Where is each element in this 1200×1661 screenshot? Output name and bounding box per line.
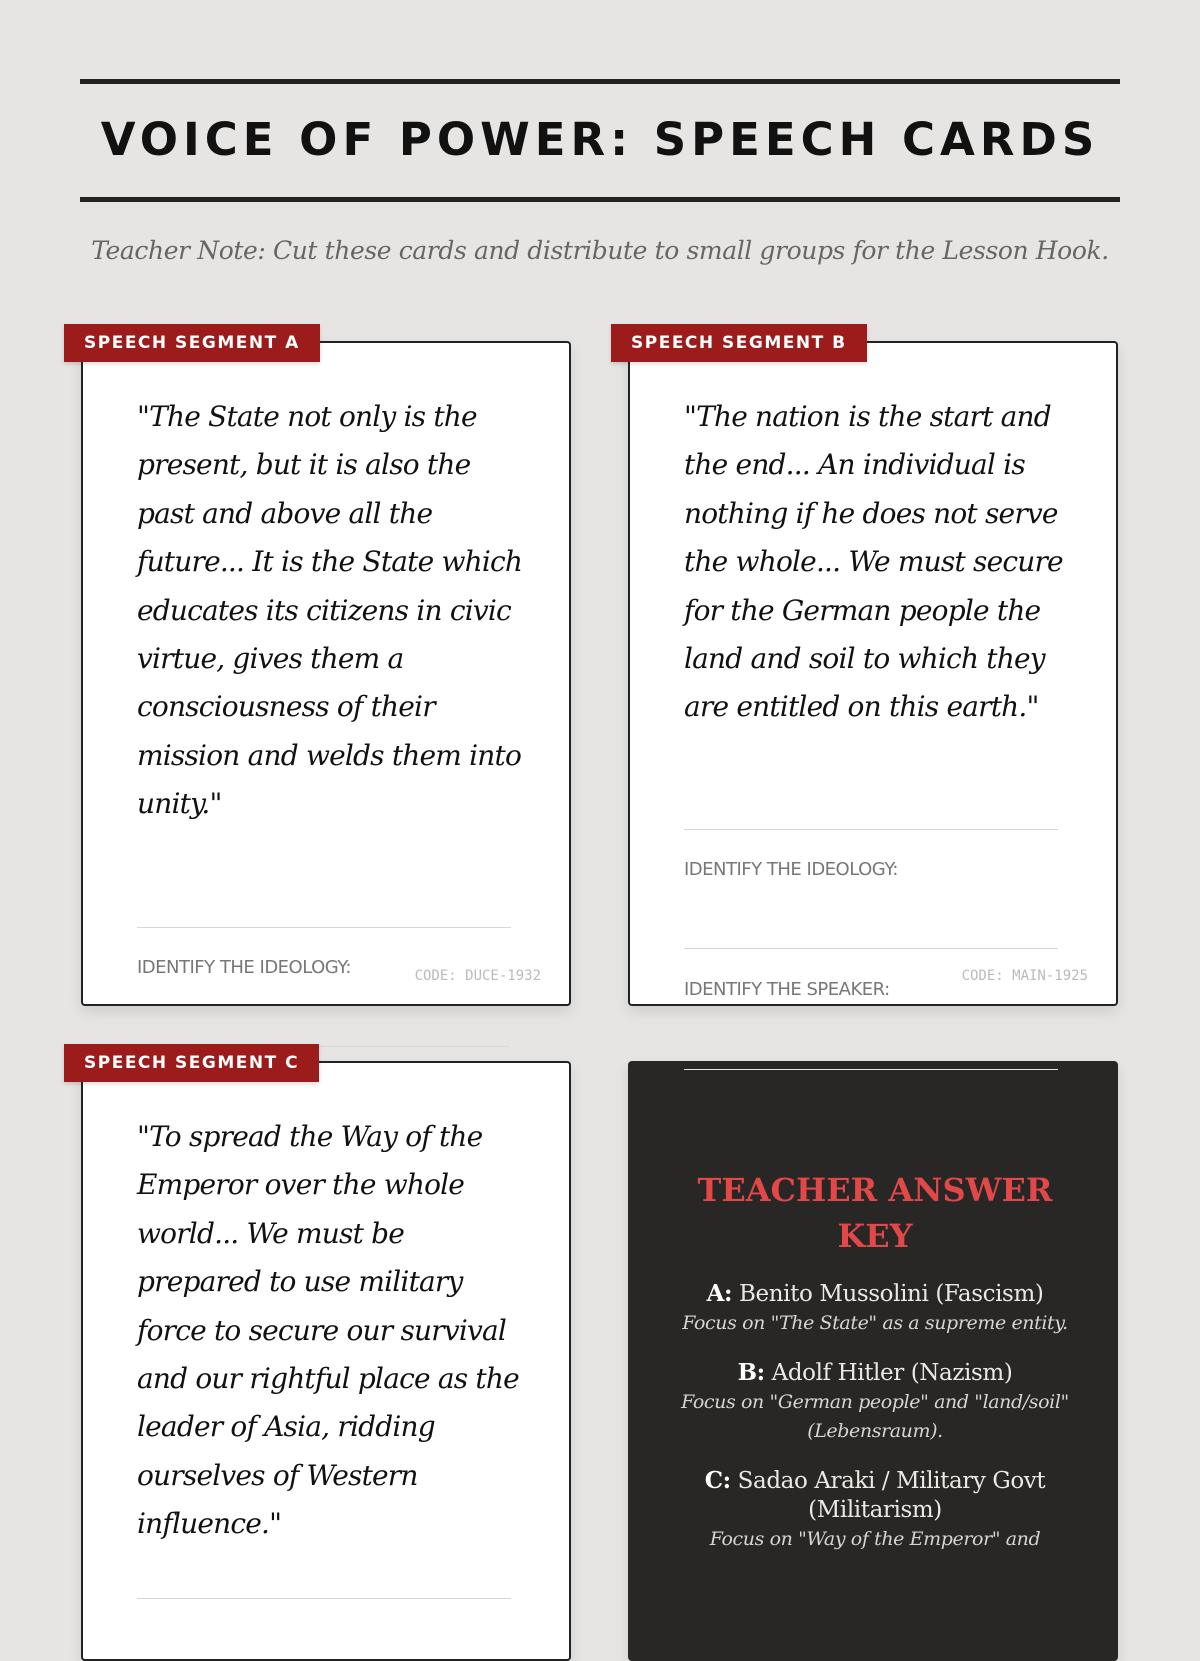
identify-speaker-label: IDENTIFY THE SPEAKER: [684,979,890,1000]
speech-quote-b: "The nation is the start and the end... An individual is nothing if he does not serve the whole... We must secure for the German people the land and soil to which they are entitled on this earth." [684,400,1063,724]
answer-text: Adolf Hitler (Nazism) [771,1360,1013,1386]
title-rule-bottom [80,197,1120,202]
answer-key-item [670,1466,1080,1554]
answer-line [684,948,1058,949]
answer-line [137,927,511,928]
answer-key-item [670,1279,1080,1338]
speech-card-c [81,1061,571,1661]
answer-focus: Focus on "German people" and "land/soil" (Lebensraum). [681,1391,1069,1442]
segment-b-tab: SPEECH SEGMENT B [611,324,867,362]
page-title: VOICE OF POWER: SPEECH CARDS [100,113,1100,166]
answer-line [684,829,1058,830]
answer-key-item [670,1358,1080,1446]
speech-card-b [628,341,1118,1006]
identify-ideology-label: IDENTIFY THE IDEOLOGY: [684,859,898,880]
speech-quote-c: "To spread the Way of the Emperor over the whole world... We must be prepared to use military force to secure our survival and our rightful place as the leader of Asia, ridding ourselves of Western influence." [137,1120,519,1541]
speech-card-a [81,341,571,1006]
title-rule-top [80,79,1120,84]
card-code: CODE: DUCE-1932 [414,968,541,984]
answer-focus: Focus on "The State" as a supreme entity. [682,1312,1068,1334]
identify-ideology-label: IDENTIFY THE IDEOLOGY: [137,957,351,978]
answer-key-card [628,1061,1118,1661]
answer-focus: Focus on "Way of the Emperor" and [709,1528,1041,1550]
answer-text: Sadao Araki / Military Govt (Militarism) [737,1468,1046,1523]
segment-c-tab: SPEECH SEGMENT C [64,1044,319,1082]
answer-line [684,1069,1058,1070]
teacher-note: Teacher Note: Cut these cards and distribute to small groups for the Lesson Hook. [91,236,1109,265]
answer-key-title: TEACHER ANSWER KEY [697,1171,1053,1255]
answer-text: Benito Mussolini (Fascism) [739,1281,1044,1307]
answer-letter: B: [737,1359,765,1386]
answer-letter: C: [704,1467,731,1494]
card-code: CODE: MAIN-1925 [961,968,1088,984]
answer-letter: A: [706,1280,733,1307]
answer-key-list [670,1279,1080,1574]
answer-line [137,1598,511,1599]
segment-a-tab: SPEECH SEGMENT A [64,324,320,362]
speech-quote-a: "The State not only is the present, but it is also the past and above all the future... It is the State which educates its citizens in civic virtue, gives them a consciousness of their mission and welds them into unity." [137,400,523,821]
